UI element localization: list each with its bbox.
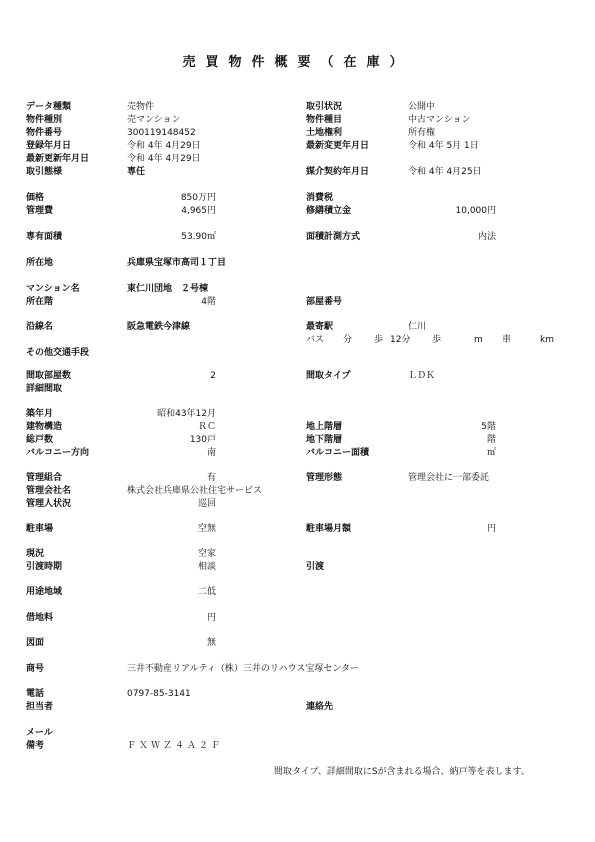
zoning-label: 用途地域 [26,587,63,597]
management-fee-value: 4,965円 [181,206,216,216]
land-right-value: 所有権 [408,128,436,138]
company-name-label: 商号 [26,664,45,674]
company-name-value: 三井不動産リアルティ（株）三井のリハウス宝塚センター [127,664,360,674]
parking-value: 空無 [197,524,216,534]
management-form-value: 管理会社に一部委託 [408,473,490,483]
management-company-label: 管理会社名 [26,486,72,496]
price-value: 850万円 [180,193,216,203]
other-transport-label: その他交通手段 [26,348,90,358]
footnote: 間取タイプ、詳細間取にSが含まれる場合、納戸等を表します。 [274,767,530,777]
mansion-name-label: マンション名 [26,284,80,294]
railway-line-label: 沿線名 [26,322,54,332]
handover-label: 引渡 [306,562,325,572]
above-ground-label: 地上階層 [306,422,343,432]
parking-label: 駐車場 [26,524,54,534]
room-number-label: 部屋番号 [306,297,343,307]
land-rent-label: 借地料 [26,613,54,623]
nearest-station-value: 仁川 [408,322,427,332]
total-units-value: 130戸 [189,435,216,445]
balcony-area-label: バルコニー面積 [306,448,370,458]
built-date-value: 昭和43年12月 [157,409,216,419]
tax-label: 消費税 [306,193,334,203]
mediation-date-label: 媒介契約年月日 [306,167,370,177]
room-count-value: 2 [210,371,216,381]
room-type-label: 間取タイプ [306,371,351,381]
management-fee-label: 管理費 [26,206,54,216]
price-label: 価格 [26,193,45,203]
bus-minutes-unit: 分 [343,335,353,345]
data-type-label: データ種類 [26,102,72,112]
deal-form-value: 専任 [127,167,146,177]
contact-label: 連絡先 [306,702,334,712]
current-status-value: 空家 [197,549,216,559]
property-number-value: 300119148452 [127,128,196,138]
location-label: 所在地 [26,258,54,268]
deal-status-value: 公開中 [408,102,436,112]
data-type-value: 売物件 [127,102,155,112]
current-status-label: 現況 [26,549,45,559]
phone-value: 0797-85-3141 [127,689,191,699]
area-method-value: 内法 [477,232,496,242]
manager-status-label: 管理人状況 [26,499,72,509]
handover-time-label: 引渡時期 [26,562,63,572]
repair-fund-label: 修繕積立金 [306,206,352,216]
structure-label: 建物構造 [26,422,63,432]
property-item-value: 中古マンション [408,115,471,125]
property-number-label: 物件番号 [26,128,63,138]
balcony-direction-value: 南 [206,448,216,458]
floor-value: 4階 [201,297,216,307]
phone-label: 電話 [26,689,45,699]
zoning-value: 二低 [197,587,216,597]
walk-label: 歩 [374,335,384,345]
updated-date-label: 最新更新年月日 [26,154,90,164]
room-detail-label: 詳細間取 [26,384,63,394]
updated-date-value: 令和 4年 4月29日 [127,154,201,164]
area-method-label: 面積計測方式 [306,232,361,242]
km-unit: km [540,335,554,345]
exclusive-area-value: 53.90㎡ [181,232,216,242]
floor-plan-value: 無 [206,638,216,648]
parking-fee-label: 駐車場月額 [306,524,352,534]
registered-date-value: 令和 4年 4月29日 [127,141,201,151]
repair-fund-value: 10,000円 [455,206,496,216]
handover-time-value: 相談 [197,562,216,572]
location-value: 兵庫県宝塚市高司１丁目 [127,258,227,268]
land-rent-value: 円 [206,613,216,623]
below-ground-value: 階 [486,435,496,445]
floor-plan-label: 図面 [26,638,45,648]
person-in-charge-label: 担当者 [26,702,54,712]
registered-date-label: 登録年月日 [26,141,72,151]
management-form-label: 管理形態 [306,473,343,483]
above-ground-value: 5階 [481,422,496,432]
room-type-value: ＬＤＫ [408,371,436,381]
balcony-area-value: ㎡ [486,448,496,458]
bus-label: バス [306,335,325,345]
walk-label-2: 歩 [432,335,442,345]
built-date-label: 築年月 [26,409,54,419]
manager-status-value: 巡回 [197,499,216,509]
floor-label: 所在階 [26,297,54,307]
mansion-name-value: 東仁川団地 ２号棟 [127,284,209,294]
deal-form-label: 取引態様 [26,167,63,177]
deal-status-label: 取引状況 [306,102,343,112]
property-type-label: 物件種別 [26,115,63,125]
land-right-label: 土地権利 [306,128,343,138]
parking-fee-value: 円 [486,524,496,534]
railway-line-value: 阪急電鉄今津線 [127,322,191,332]
property-type-value: 売マンション [127,115,181,125]
car-label: 車 [502,335,512,345]
remarks-label: 備考 [26,741,45,751]
page-title: 売買物件概要（在庫） [182,55,413,70]
room-count-label: 間取部屋数 [26,371,72,381]
management-company-value: 株式会社兵庫県公社住宅サービス [127,486,263,496]
structure-value: ＲＣ [197,422,216,432]
management-association-value: 有 [206,473,216,483]
management-association-label: 管理組合 [26,473,63,483]
meters-unit: m [474,335,483,345]
remarks-value: ＦＸＷＺ４Ａ２Ｆ [127,741,224,751]
below-ground-label: 地下階層 [306,435,343,445]
balcony-direction-label: バルコニー方向 [26,448,90,458]
walk-minutes-value: 12分 [390,335,411,345]
exclusive-area-label: 専有面積 [26,232,63,242]
email-label: メール [26,728,53,738]
changed-date-value: 令和 4年 5月 1日 [408,141,479,151]
changed-date-label: 最新変更年月日 [306,141,370,151]
total-units-label: 総戸数 [26,435,54,445]
property-item-label: 物件種目 [306,115,343,125]
nearest-station-label: 最寄駅 [306,322,334,332]
mediation-date-value: 令和 4年 4月25日 [408,167,482,177]
